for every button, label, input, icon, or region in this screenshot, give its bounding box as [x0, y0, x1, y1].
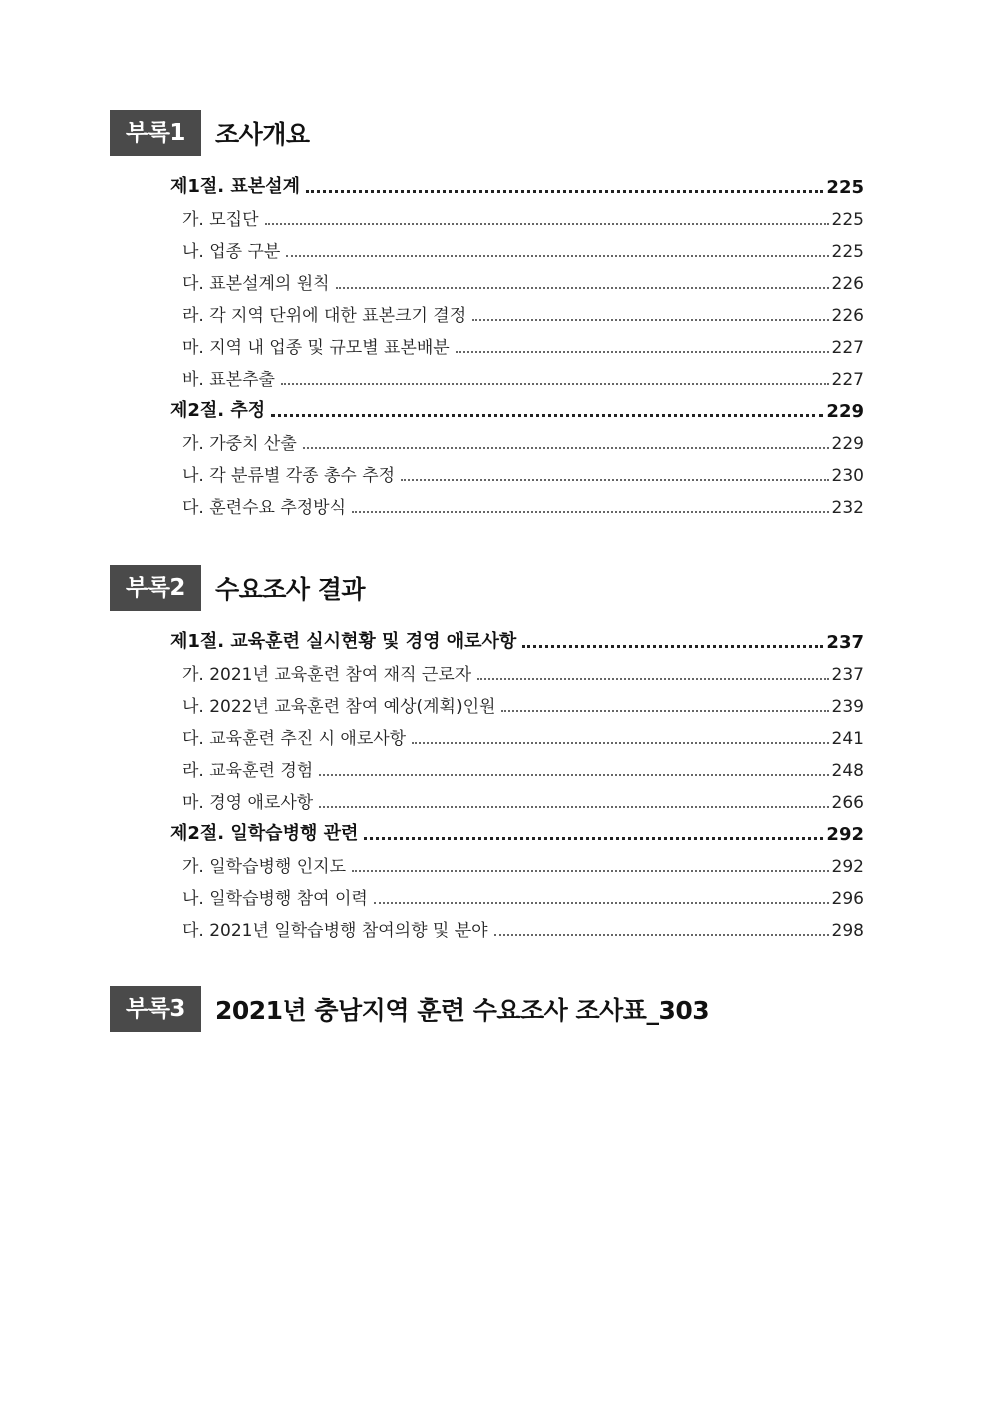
toc-entry-label: 마. 경영 애로사항 [182, 793, 314, 813]
toc-item-entry[interactable] [170, 422, 864, 454]
appendix-heading [110, 110, 870, 156]
toc-entry-label: 제1절. 교육훈련 실시현황 및 경영 애로사항 [170, 631, 517, 652]
appendix-title: 2021년 충남지역 훈련 수요조사 조사표_303 [214, 996, 710, 1025]
dot-leader [352, 869, 829, 872]
toc-entry-label: 나. 2022년 교육훈련 참여 예상(계획)인원 [182, 697, 496, 717]
toc-item-entry[interactable] [170, 230, 864, 262]
dot-leader [477, 677, 828, 680]
dot-leader [286, 254, 828, 257]
dot-leader [501, 709, 828, 712]
toc-page-number: 229 [826, 401, 864, 422]
toc-entry-label: 바. 표본추출 [182, 370, 275, 390]
toc-item-entry[interactable] [170, 717, 864, 749]
toc-page-number: 237 [826, 632, 864, 653]
toc-item-entry[interactable] [170, 909, 864, 941]
toc-entry-label: 제1절. 표본설계 [170, 176, 300, 197]
toc-item-entry[interactable] [170, 198, 864, 230]
appendix-badge: 부록1 [110, 110, 201, 156]
toc-item-entry[interactable] [170, 454, 864, 486]
toc-page-number: 241 [831, 729, 864, 749]
dot-leader [265, 222, 829, 225]
toc-entry-label: 다. 2021년 일학습병행 참여의향 및 분야 [182, 921, 488, 941]
toc-entry-label: 제2절. 추정 [170, 400, 266, 421]
toc-entry-label: 라. 교육훈련 경험 [182, 761, 314, 781]
dot-leader [319, 805, 828, 808]
appendix-heading [110, 986, 870, 1032]
toc-page-number: 237 [831, 665, 864, 685]
toc-item-entry[interactable] [170, 294, 864, 326]
toc-item-entry[interactable] [170, 653, 864, 685]
toc-page-number: 225 [826, 177, 864, 198]
toc-entry-label: 가. 가중치 산출 [182, 434, 297, 454]
toc-list [170, 166, 864, 518]
dot-leader [303, 446, 829, 449]
toc-item-entry[interactable] [170, 749, 864, 781]
appendix-3 [110, 986, 870, 1032]
dot-leader [412, 741, 828, 744]
dot-leader [494, 933, 829, 936]
dot-leader [271, 413, 823, 417]
toc-page-number: 230 [831, 466, 864, 486]
toc-page-number: 227 [831, 338, 864, 358]
toc-item-entry[interactable] [170, 685, 864, 717]
toc-entry-label: 라. 각 지역 단위에 대한 표본크기 결정 [182, 306, 467, 326]
toc-page-number: 248 [831, 761, 864, 781]
toc-item-entry[interactable] [170, 845, 864, 877]
toc-page-number: 226 [831, 306, 864, 326]
appendix-title: 조사개요 [214, 120, 310, 149]
toc-page-number: 226 [831, 274, 864, 294]
toc-item-entry[interactable] [170, 877, 864, 909]
appendix-title: 수요조사 결과 [214, 575, 366, 604]
toc-page-number: 298 [831, 921, 864, 941]
toc-item-entry[interactable] [170, 358, 864, 390]
toc-section-entry[interactable] [170, 621, 864, 653]
appendix-badge: 부록2 [110, 565, 201, 611]
toc-page-number: 229 [831, 434, 864, 454]
appendix-badge: 부록3 [110, 986, 201, 1032]
dot-leader [522, 644, 823, 648]
appendix-2 [110, 565, 870, 941]
toc-item-entry[interactable] [170, 326, 864, 358]
dot-leader [336, 286, 829, 289]
toc-entry-label: 마. 지역 내 업종 및 규모별 표본배분 [182, 338, 450, 358]
toc-page-number: 292 [831, 857, 864, 877]
toc-page-number: 225 [831, 210, 864, 230]
toc-entry-label: 나. 각 분류별 각종 총수 추정 [182, 466, 396, 486]
dot-leader [281, 382, 829, 385]
toc-page-number: 292 [826, 824, 864, 845]
appendix-1 [110, 110, 870, 518]
toc-entry-label: 나. 업종 구분 [182, 242, 281, 262]
dot-leader [472, 318, 828, 321]
toc-entry-label: 가. 2021년 교육훈련 참여 재직 근로자 [182, 665, 472, 685]
dot-leader [319, 773, 828, 776]
toc-section-entry[interactable] [170, 166, 864, 198]
toc-entry-label: 가. 일학습병행 인지도 [182, 857, 347, 877]
toc-item-entry[interactable] [170, 262, 864, 294]
toc-item-entry[interactable] [170, 781, 864, 813]
dot-leader [374, 901, 829, 904]
toc-page-number: 296 [831, 889, 864, 909]
toc-page-number: 232 [831, 498, 864, 518]
dot-leader [306, 189, 823, 193]
dot-leader [364, 836, 823, 840]
toc-entry-label: 제2절. 일학습병행 관련 [170, 823, 359, 844]
toc-entry-label: 나. 일학습병행 참여 이력 [182, 889, 368, 909]
toc-entry-label: 다. 교육훈련 추진 시 애로사항 [182, 729, 407, 749]
toc-item-entry[interactable] [170, 486, 864, 518]
toc-list [170, 621, 864, 941]
toc-page-number: 227 [831, 370, 864, 390]
toc-page-number: 239 [831, 697, 864, 717]
toc-section-entry[interactable] [170, 390, 864, 422]
toc-page-number: 266 [831, 793, 864, 813]
toc-entry-label: 다. 표본설계의 원칙 [182, 274, 330, 294]
appendix-heading [110, 565, 870, 611]
dot-leader [401, 478, 828, 481]
toc-section-entry[interactable] [170, 813, 864, 845]
toc-page-number: 225 [831, 242, 864, 262]
toc-entry-label: 가. 모집단 [182, 210, 259, 230]
dot-leader [352, 510, 829, 513]
dot-leader [456, 350, 829, 353]
toc-entry-label: 다. 훈련수요 추정방식 [182, 498, 347, 518]
